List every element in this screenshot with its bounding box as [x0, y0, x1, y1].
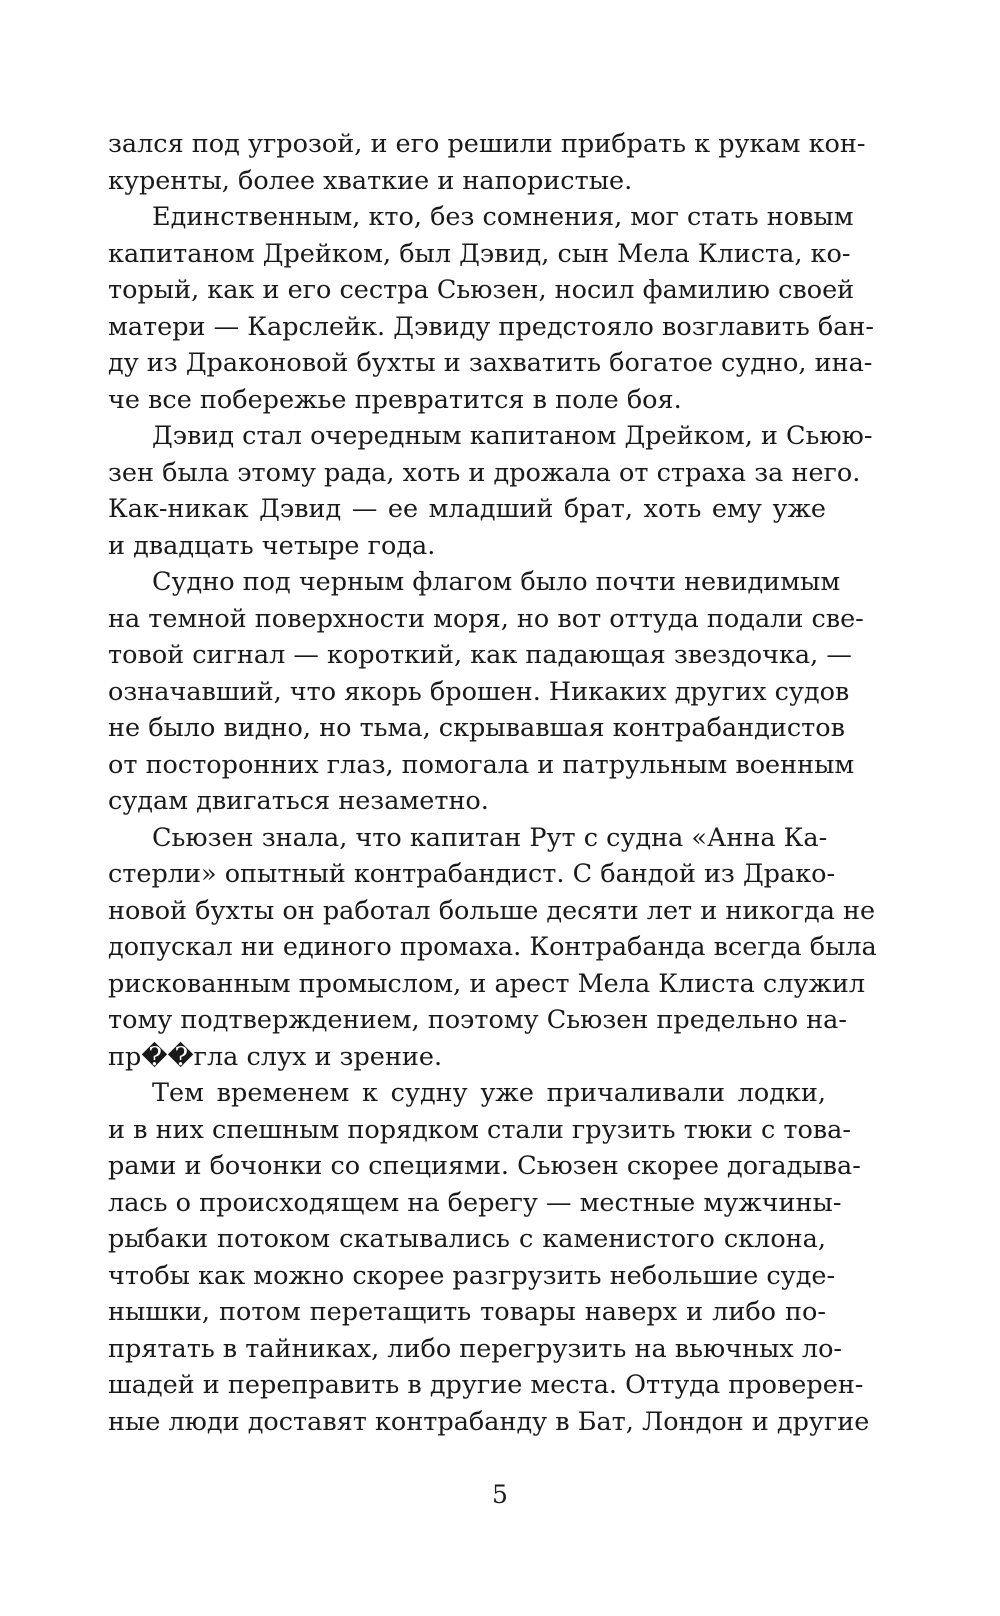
text-line: зался под угрозой, и его решили прибрать к рукам кон- — [108, 129, 866, 159]
text-line: допускал ни единого промаха. Контрабанда всегда была — [108, 932, 877, 962]
text-line: пр��гла слух и зрение. — [108, 1041, 443, 1072]
text-line: капитаном Дрейком, был Дэвид, сын Мела Клиста, ко- — [108, 238, 851, 269]
text-line: матери — Карслейк. Дэвиду предстояло возглавить бан- — [108, 311, 875, 342]
text-line: прятать в тайниках, либо перегрузить на вьючных ло- — [108, 1333, 843, 1364]
text-line: че все побережье превратится в поле боя. — [108, 384, 682, 415]
text-line: чтобы как можно скорее разгрузить небольшие суде- — [108, 1260, 836, 1291]
text-line: тому подтверждением, поэтому Сьюзен предельно на- — [108, 1005, 847, 1035]
text-line: и двадцать четыре года. — [108, 530, 436, 561]
text-line: Дэвид стал очередным капитаном Дрейком, и Сьюю- — [152, 421, 873, 451]
text-line: рами и бочонки со специями. Сьюзен скорее догадыва- — [108, 1151, 861, 1181]
text-line: судам двигаться незаметно. — [108, 786, 489, 816]
text-line: означавший, что якорь брошен. Никаких других судов — [108, 676, 850, 707]
text-line: лась о происходящем на берегу — местные мужчины- — [108, 1187, 842, 1218]
text-line: Сьюзен знала, что капитан Рут с судна «Анна Ка- — [152, 822, 828, 853]
text-line: нышки, потом перетащить товары наверх и либо по- — [108, 1297, 826, 1327]
text-line: шадей и переправить в другие места. Оттуда проверен- — [108, 1370, 864, 1400]
text-line: Судно под черным флагом было почти невидимым — [152, 567, 841, 597]
text-line: ные люди доставят контрабанду в Бат, Лондон и другие — [108, 1406, 870, 1437]
text-line: куренты, более хваткие и напористые. — [108, 165, 633, 196]
text-line: Тем временем к судну уже причаливали лодки, — [152, 1078, 826, 1108]
text-line: товой сигнал — короткий, как падающая звездочка, — — [108, 640, 852, 670]
text-line: рискованным промыслом, и арест Мела Клиста служил — [108, 968, 866, 999]
text-line: зен была этому рада, хоть и дрожала от страха за него. — [108, 457, 861, 488]
text-line: и в них спешным порядком стали грузить тюки с това- — [108, 1114, 851, 1145]
text-line: новой бухты он работал больше десяти лет и никогда не — [108, 895, 876, 926]
text-line: рыбаки потоком скатывались с каменистого склона, — [108, 1224, 826, 1254]
text-line: стерли» опытный контрабандист. С бандой из Драко- — [108, 859, 836, 889]
text-line: торый, как и его сестра Сьюзен, носил фамилию своей — [108, 275, 855, 305]
text-line: Единственным, кто, без сомнения, мог стать новым — [152, 202, 854, 232]
body-text — [108, 126, 877, 1440]
text-line: не было видно, но тьма, скрывавшая контрабандистов — [108, 713, 845, 743]
text-line: ду из Драконовой бухты и захватить богатое судно, ина- — [108, 348, 873, 378]
text-line: на темной поверхности моря, но вот оттуда подали све- — [108, 603, 864, 634]
text-line: Как-никак Дэвид — ее младший брат, хоть ему уже — [108, 494, 826, 524]
text-line: от посторонних глаз, помогала и патрульным военным — [108, 749, 855, 780]
page-number: 5 — [492, 1480, 508, 1509]
